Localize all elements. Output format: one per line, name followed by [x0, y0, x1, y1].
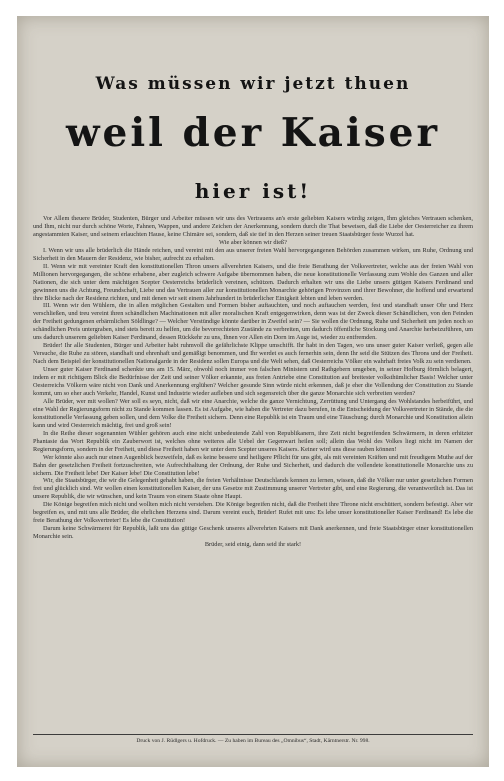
- imprint-rule: [33, 734, 473, 735]
- paragraph: II. Wenn wir mit vereinter Kraft den konstitutionellen Thron unsers allverehrten Kaisers, und die freie Berathung der Volksvertreter, welche aus der freien Wahl von Millionen hervorgegangen, die schöne erhabene, aber zugleich schwere Aufgabe übernommen haben, die neue konstitutionelle Verfassung zum Wohle des Ganzen und aller Nationen, die sich unter dem mächtigen Scepter Oesterreichs brüderlich vereinen, schützen. Dadurch erhalten wir uns die Liebe unsers gütigen Kaisers Ferdinand und gewinnen uns die Achtung, Freundschaft, Liebe und das Vertrauen aller zur konstitutionellen Monarchie gehörigen Provinzen und ihrer Bewohner, die hoffend und erwartend ihre Blicke nach der Residenz richten, und mit denen wir seit einem Jahrhundert in brüderlicher Einigkeit lebten und leben werden.: [33, 262, 473, 302]
- paragraph: Unser guter Kaiser Ferdinand schenkte uns am 15. März, obwohl noch immer von falschen Ministern und Rathgebern umgeben, in seiner Hofburg förmlich belagert, indem er mit richtigem Blick die Bedürfnisse der Zeit und seiner Völker erkannte, aus freien Antriebe eine Constitution auf breitester volksthümlicher Basis! Welcher unter Oesterreichs Völkern wäre nicht von Dank und Anerkennung erglühen? Welcher gesunde Sinn würde nicht erkennen, daß je eher die Vollendung der Constitution zu Stande kommt, um so eher auch Verkehr, Handel, Kunst und Industrie wieder aufleben und sich segensreich über die ganze Monarchie sich verbreiten werden?: [33, 366, 473, 397]
- paragraph: Brüder, seid einig, dann seid ihr stark!: [204, 541, 302, 549]
- paragraph: I. Wenn wir uns alle brüderlich die Hände reichen, und vereint mit den aus unserer freien Wahl hervorgegangenen Behörden zusammen wirken, um Ruhe, Ordnung und Sicherheit in den Mauern der Residenz, wie bisher, aufrecht zu erhalten.: [33, 246, 473, 262]
- paragraph: Brüder! Ihr alle Studenten, Bürger und Arbeiter habt ruhmvoll die gefährlichste Klippe umschifft. Ihr habt in den Tagen, wo uns unser guter Kaiser verließ, gegen alle Versuche, die Ruhe zu stören, standhaft und ehrenhaft und gemäßigt benommen, und Ihr werdet es auch fernerhin sein, denn Ihr seid die Stützen des Throns und der Freiheit. Nach dem Beispiel der konstitutionellen Nationalgarde in der Residenz sollen Europa und die Welt sehen, daß Oesterreichs Völker ein wahrhaft freies Volk zu sein verdienen.: [33, 342, 473, 366]
- headline-line-1: Was müssen wir jetzt thuen: [95, 74, 411, 94]
- paragraph: Wie aber können wir dieß?: [219, 238, 287, 246]
- paragraph: Wer könnte also auch nur einen Augenblick bezweifeln, daß es keine bessere und heiligere Pflicht für uns gibt, als mit vereinten Kräften und mit freudigem Muthe auf der Bahn der gesetzlichen Freiheit fortzuschreiten, wie Aufrechthaltung der Ordnung, der Ruhe und Sicherheit, und dadurch die vollendete konstitutionelle Monarchie uns zu sichern. Die Freiheit lebe! Der Kaiser lebe! Die Constitution lebe!: [33, 453, 473, 477]
- paragraph: Darum keine Schwärmerei für Republik, laßt uns das gütige Geschenk unseres allverehrten Kaisers mit Dank anerkennen, und freie Staatsbürger einer konstitutionellen Monarchie sein.: [33, 525, 473, 541]
- paragraph: In die Reihe dieser sogenannten Wühler gehören auch eine nicht unbedeutende Zahl von Republikanern, ihre Zeit nicht begreifenden Schwärmern, in deren erhitzter Phantasie das Wort Republik ein Zauberwort ist, welches ohne weiteres alle Uebel der Gegenwart heilen soll; allein das Wohl des Volkes liegt nicht im Namen der Regierungsform, sondern in der Freiheit, und diese Freiheit haben wir unter dem Scepter unseres Kaisers. Keiner wird uns diese rauben können!: [33, 429, 473, 453]
- paragraph: Wir, die Staatsbürger, die wir die Gelegenheit gehabt haben, die freien Verhältnisse Deutschlands kennen zu lernen, wissen, daß die Völker nur unter gesetzlichen Formen frei und glücklich sind. Wir wollen einen konstitutionellen Kaiser, der uns Gesetze mit Zustimmung unserer Vertreter gibt, und eine Regierung, die verantwortlich ist. Das ist unsere Republik, die wir wünschen, und kein Traum von einem Staate ohne Haupt.: [33, 477, 473, 501]
- paragraph: Die Könige begreifen mich nicht und wollten mich nicht verstehen. Die Könige begreifen nicht, daß die Freiheit ihre Throne nicht erschüttert, sondern befestigt. Aber wir begreifen es, und mit uns alle Brüder, die ehrlichen Herzens sind. Darum vereint euch, Brüder! Rufet mit uns: Es lebe unser konstitutioneller Kaiser Ferdinand! Es lebe die freie Berathung der Volksvertreter! Es lebe die Constitution!: [33, 501, 473, 525]
- headline-line-2: weil der Kaiser: [65, 110, 441, 156]
- poster-sheet: [17, 16, 489, 767]
- paragraph: Alle Brüder, wer mit wollen? Wer soll es seyn, nicht, daß wir eine Anarchie, welche die ganze Vernichtung, Zerrüttung und Untergang des Wohlstandes herbeiführt, und eine Wahl der Regierungsform nicht zu Stande kommen lassen. Es ist Aufgabe, wie haben die Vertreter dazu berufen, in die Entscheidung der Volksvertreter in Stände, die die konstitutionelle Verfassung geben sollen, und dem Volke die Freiheit sichern. Denn eine Republik ist ein Traum und eine Täuschung; durch Monarchie und Konstitution allein kann und wird Oesterreich mächtig, frei und groß sein!: [33, 397, 473, 429]
- headline-line-3: hier ist!: [194, 179, 312, 203]
- printer-imprint: Druck von J. Rüdlgers u. Hofdruck. — Zu haben im Bureau des „Omnibus“, Stadt, Kärntnerstr. Nr. 998.: [136, 738, 370, 744]
- body-text: [33, 215, 473, 730]
- paragraph: III. Wenn wir den Wühlern, die in allen möglichen Gestalten und Formen bisher auftauchten, und noch auftauchen werden, fest und standhaft unser Ohr und Herz verschließen, und treu vereint ihren schändlichen Machinationen mit aller moralischen Kraft entgegenwirken, denn was ist der Zweck dieser Schändlichen, von den Feinden der Freiheit gedungenen erbärmlichen Söldlinge? — Welcher Verstündige könnte darüber in Zweifel sein? — Sie wollen die Ordnung, Ruhe und Sicherheit um jeden noch so schändlichen Preis untergraben, sind stets bereit zu helfen, um die bevorrechteten Zustände zu verbreiten, um dadurch öffentliche Stockung und Anarchie herbeizuführen, um uns dadurch unserem geliebten Kaiser Ferdinand, dessen Rückkehr zu uns, Ihnen vor Allen ein Dorn im Auge ist, wieder zu entfremden.: [33, 302, 473, 342]
- paragraph: Vor Allem theuere Brüder, Studenten, Bürger und Arbeiter müssen wir uns des Vertrauens an's erste geliebten Kaisers würdig zeigen, Ihm gleiches Vertrauen schenken, und Ihm, nicht nur durch schöne Worte, Fahnen, Wappen, und andere Zeichen der Anerkennung, sondern durch die That beweisen, daß die Liebe der Oesterreicher zu ihrem angestammten Kaiser, und seinem erlauchten Hause, keine Chimäre sei, sondern, daß sie tief in den Herzen seiner treuen Staatsbürger feste Wurzel hat.: [33, 215, 473, 238]
